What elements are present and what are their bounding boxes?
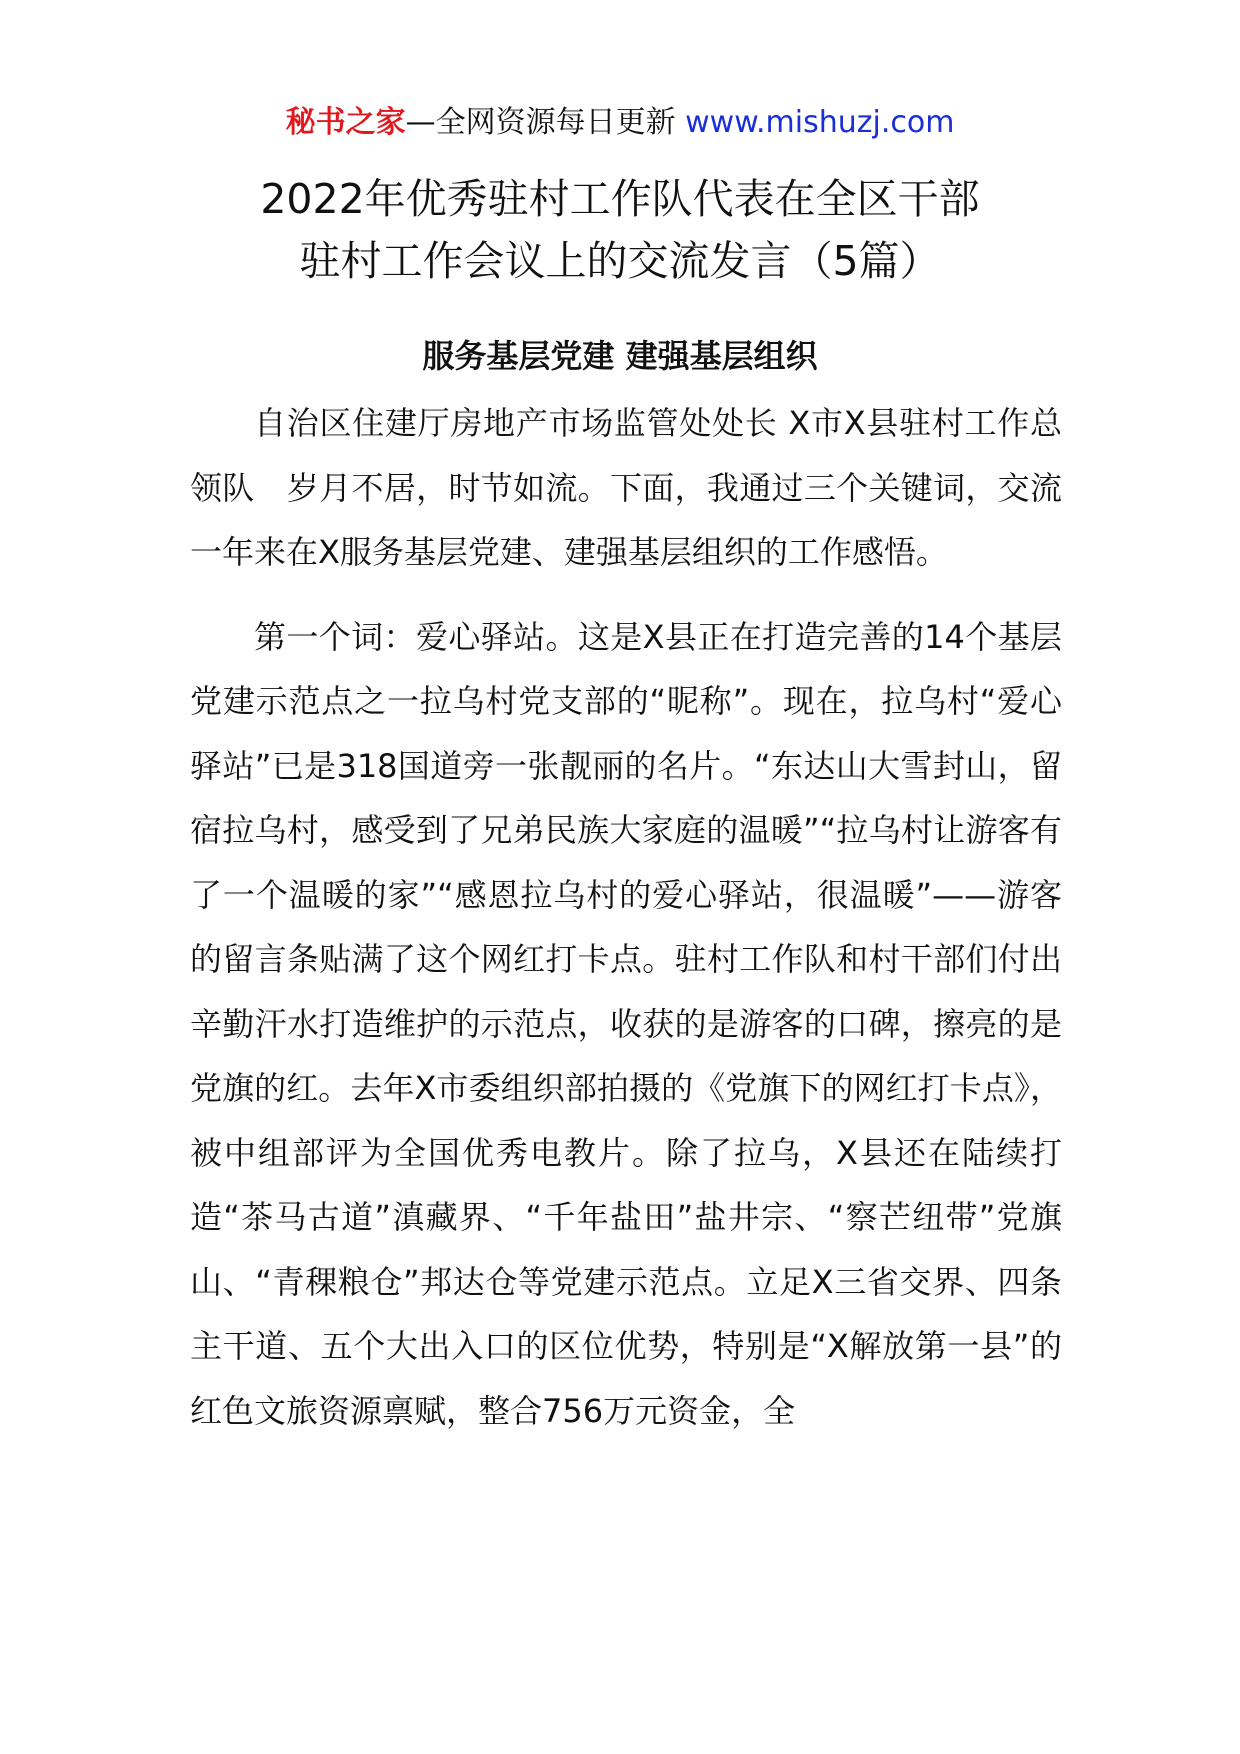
site-url-link[interactable]: www.mishuzj.com: [685, 105, 955, 140]
body-paragraph-2: 第一个词：爱心驿站。这是X县正在打造完善的14个基层党建示范点之一拉乌村党支部的“昵称”。现在，拉乌村“爱心驿站”已是318国道旁一张靓丽的名片。“东达山大雪封山，留宿拉乌村，感受到了兄弟民族大家庭的温暖”“拉乌村让游客有了一个温暖的家”“感恩拉乌村的爱心驿站，很温暖”——游客的留言条贴满了这个网红打卡点。驻村工作队和村干部们付出辛勤汗水打造维护的示范点，收获的是游客的口碑，擦亮的是党旗的红。去年X市委组织部拍摄的《党旗下的网红打卡点》，被中组部评为全国优秀电教片。除了拉乌，X县还在陆续打造“茶马古道”滇藏界、“千年盐田”盐井宗、“察芒纽带”党旗山、“青稞粮仓”邦达仓等党建示范点。立足X三省交界、四条主干道、五个大出入口的区位优势，特别是“X解放第一县”的红色文旅资源禀赋，整合756万元资金，全: [190, 617, 1062, 1430]
title-line-2: 驻村工作会议上的交流发言（5篇）: [299, 237, 941, 285]
brand-name: 秘书之家: [285, 105, 406, 140]
title-line-1: 2022年优秀驻村工作队代表在全区干部: [260, 175, 980, 223]
body-paragraph-1: 自治区住建厅房地产市场监管处处长 X市X县驻村工作总领队 岁月不居，时节如流。下面，我通过三个关键词，交流一年来在X服务基层党建、建强基层组织的工作感悟。: [190, 404, 1062, 571]
document-body: [190, 391, 1062, 1463]
site-header: [0, 103, 1240, 143]
section-heading: 服务基层党建 建强基层组织: [422, 337, 818, 375]
header-tagline: —全网资源每日更新: [405, 105, 686, 140]
document-title: [0, 168, 1240, 292]
